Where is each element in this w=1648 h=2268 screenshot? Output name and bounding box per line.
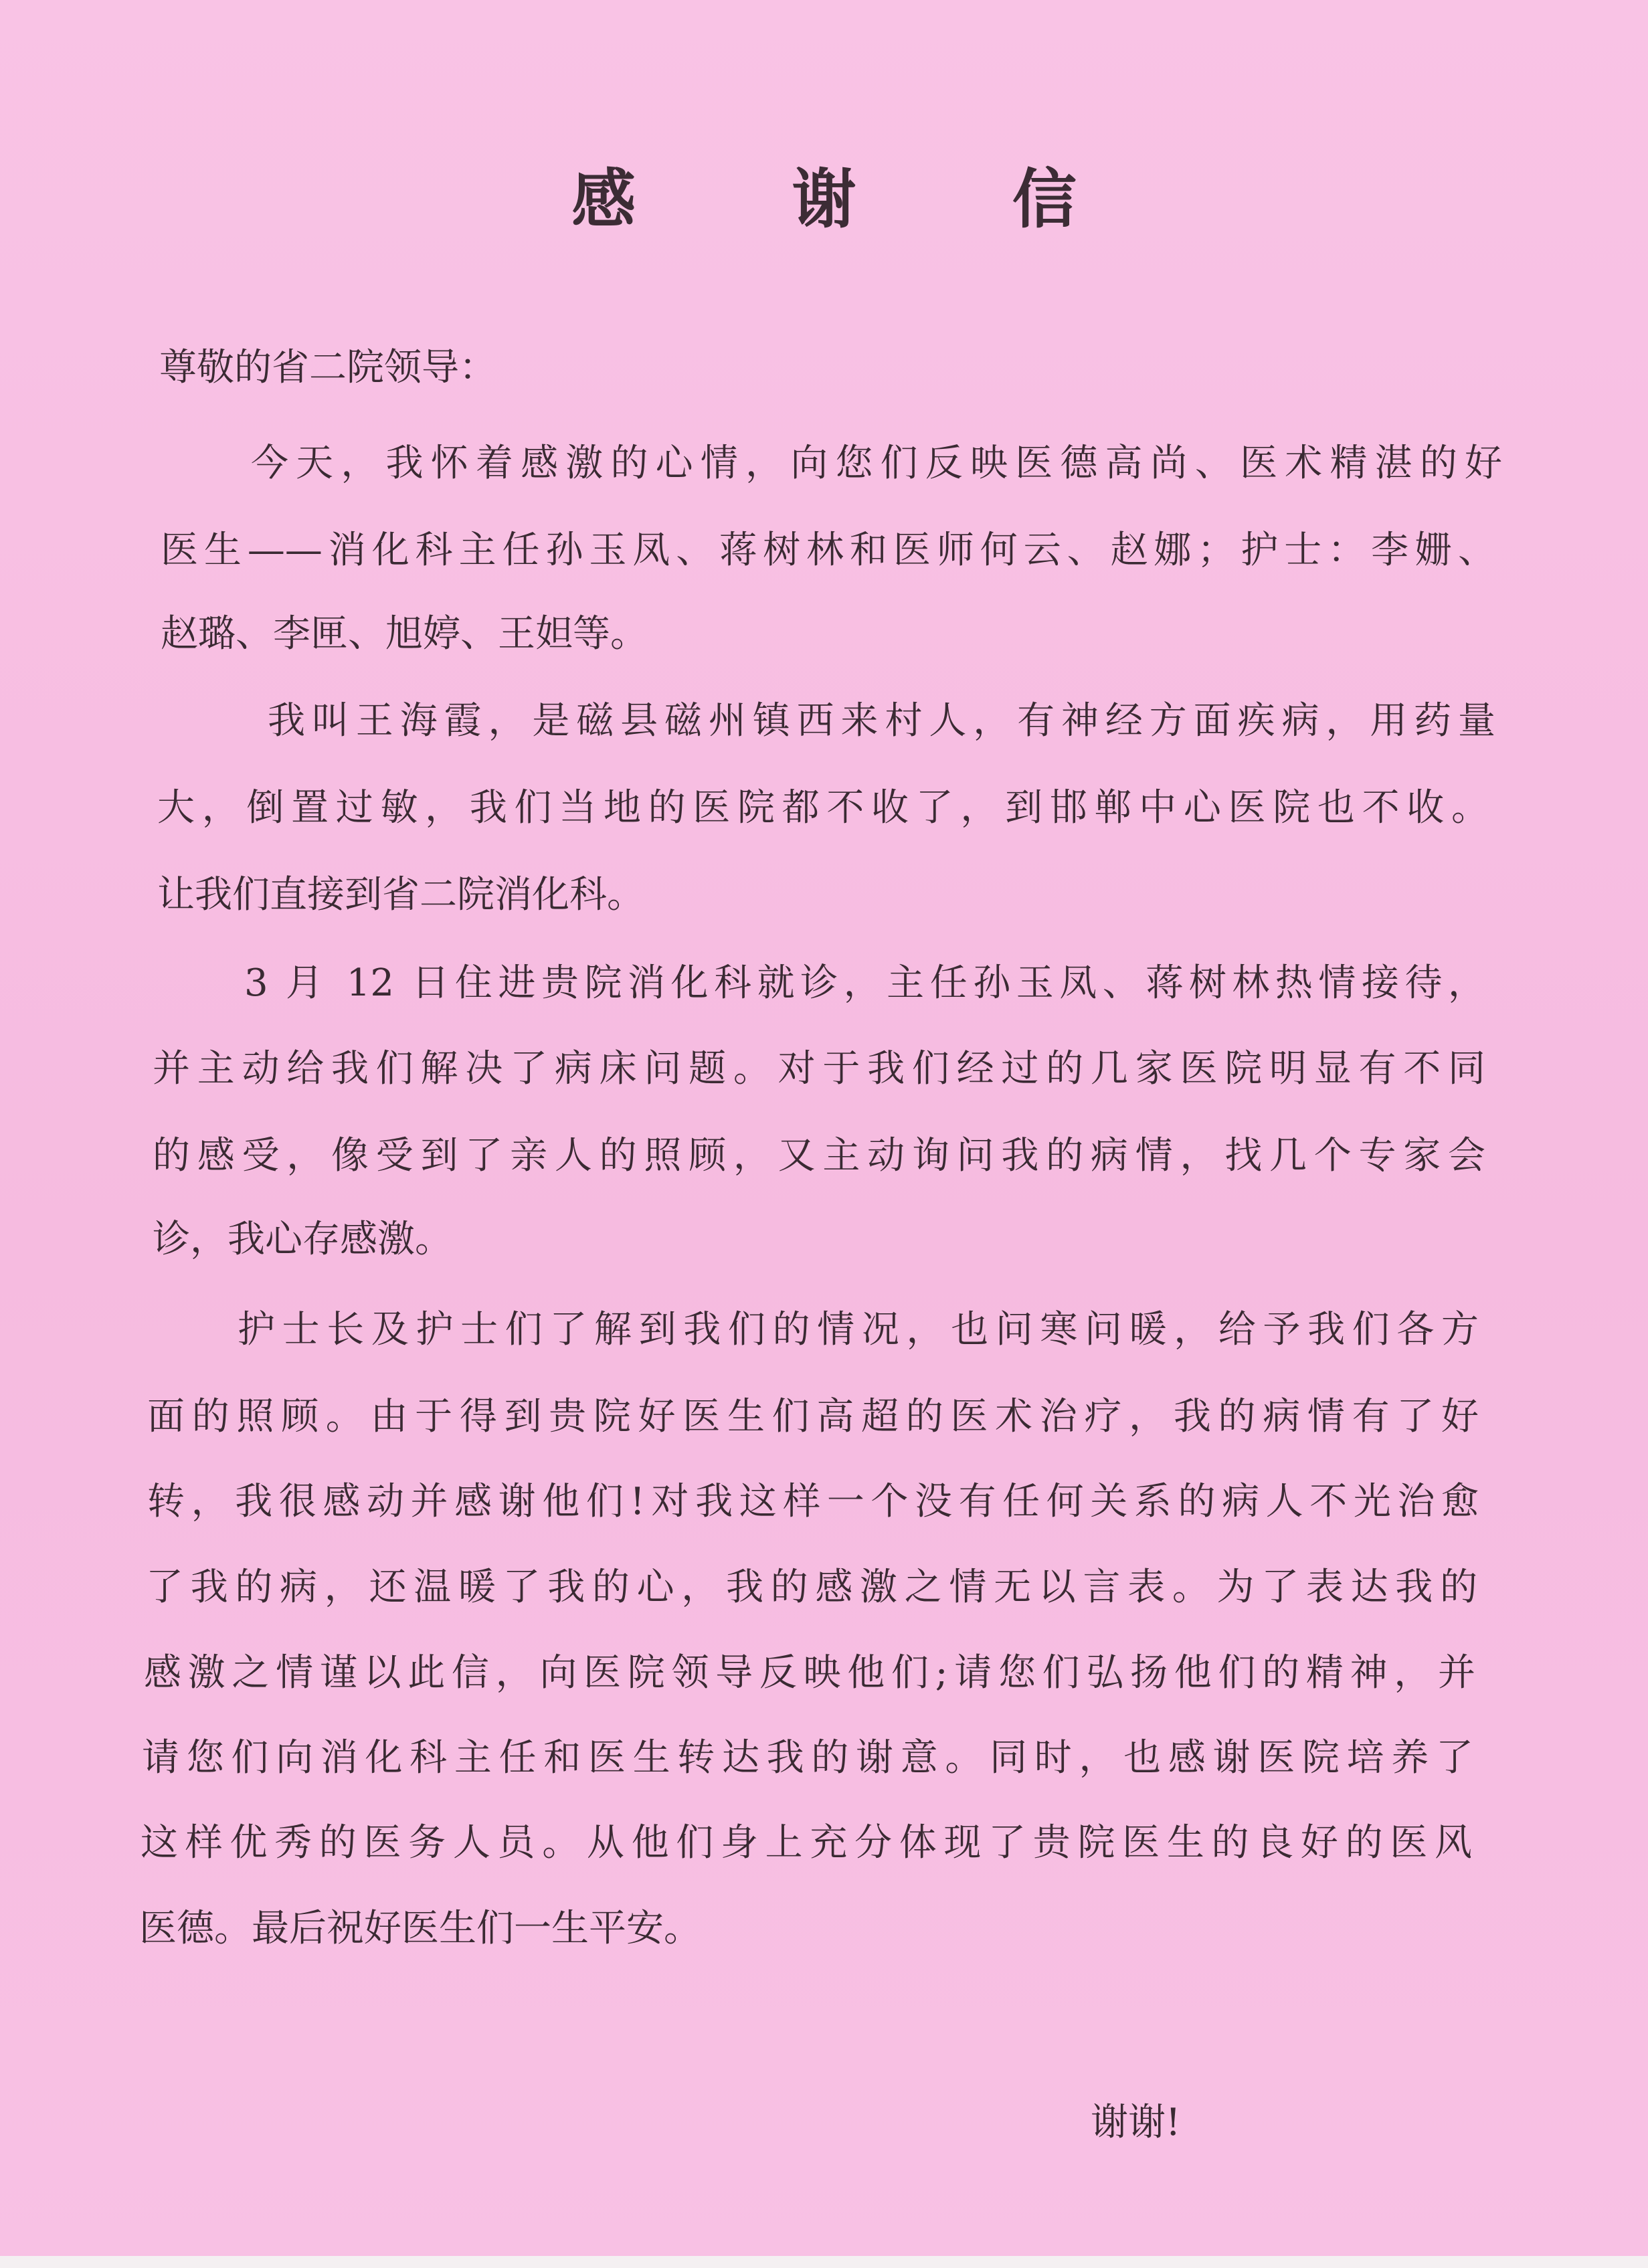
body-line: 赵璐、李匣、旭婷、王妲等。 [161,612,648,656]
body-line: 我叫王海霞，是磁县磁州镇西来村人，有神经方面疾病，用药量 [268,699,1495,743]
letter-closing: 谢谢! [1091,2101,1181,2144]
body-line: 大，倒置过敏，我们当地的医院都不收了，到邯郸中心医院也不收。 [157,786,1489,830]
body-line: 让我们直接到省二院消化科。 [157,873,644,917]
body-line: 医德。最后祝好医生们一生平安。 [139,1907,701,1950]
body-line: 3 月 12 日住进贵院消化科就诊，主任孙玉凤、蒋树林热情接待， [244,961,1485,1005]
body-line: 感激之情谨以此信，向医院领导反映他们;请您们弘扬他们的精神，并 [144,1651,1475,1695]
body-line: 这样优秀的医务人员。从他们身上充分体现了贵院医生的良好的医风 [141,1821,1472,1865]
body-line: 诊，我心存感激。 [153,1218,452,1261]
body-line: 医生——消化科主任孙玉凤、蒋树林和医师何云、赵娜；护士：李姗、 [161,529,1495,572]
letter-salutation: 尊敬的省二院领导： [159,346,496,389]
body-line: 了我的病，还温暖了我的心，我的感激之情无以言表。为了表达我的 [146,1566,1477,1609]
body-line: 今天，我怀着感激的心情，向您们反映医德高尚、医术精湛的好 [251,442,1502,485]
body-line: 请您们向消化科主任和医生转达我的谢意。同时，也感谢医院培养了 [142,1736,1473,1780]
body-line: 并主动给我们解决了病床问题。对于我们经过的几家医院明显有不同 [153,1047,1485,1091]
body-line: 转，我很感动并感谢他们!对我这样一个没有任何关系的病人不光治愈 [147,1480,1479,1523]
scan-edge [0,2256,1648,2268]
body-line: 面的照顾。由于得到贵院好医生们高超的医术治疗，我的病情有了好 [147,1395,1479,1438]
letter-title: 感 谢 信 [571,161,1143,237]
body-line: 护士长及护士们了解到我们的情况，也问寒问暖，给予我们各方 [238,1308,1479,1351]
body-line: 的感受，像受到了亲人的照顾，又主动询问我的病情，找几个专家会 [153,1134,1485,1177]
